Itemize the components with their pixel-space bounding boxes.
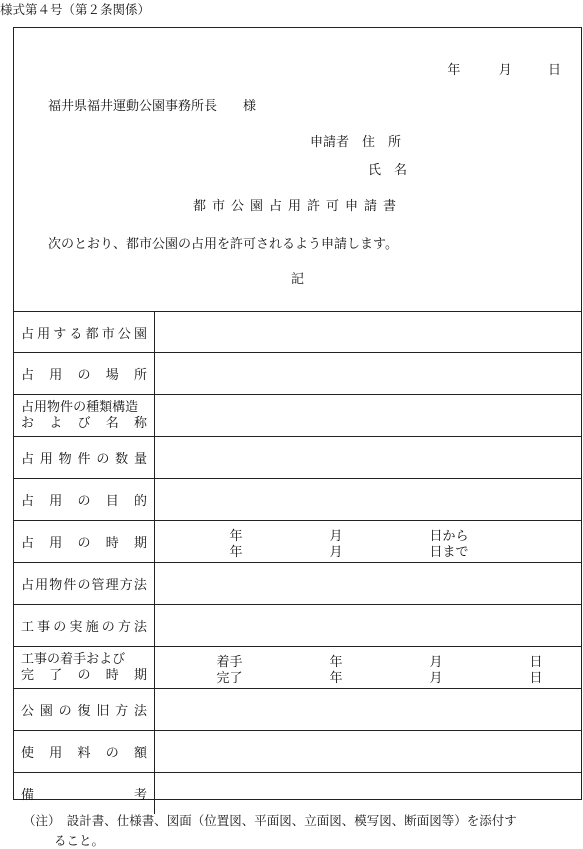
form-header	[14, 28, 581, 311]
row-value-field[interactable]	[154, 479, 581, 521]
table-row	[14, 605, 581, 647]
table-row	[14, 689, 581, 731]
row-value-field[interactable]	[154, 647, 581, 689]
row-label: 占 用 物 件 の 数 量	[14, 437, 154, 479]
row-value-field[interactable]	[154, 521, 581, 563]
table-row	[14, 353, 581, 395]
table-row	[14, 773, 581, 815]
value-year: 年	[329, 655, 343, 670]
note-line-1: （注） 設計書、仕様書、図面（位置図、平面図、立面図、模写図、断面図等）を添付す	[23, 813, 517, 828]
value-month: 月	[329, 545, 343, 560]
row-value-field[interactable]	[154, 689, 581, 731]
value-prefix: 完了	[216, 671, 243, 686]
row-value-field[interactable]	[154, 353, 581, 395]
value-year: 年	[329, 671, 343, 686]
note-line-2: ること。	[54, 833, 105, 848]
value-prefix: 着手	[216, 655, 243, 670]
table-row	[14, 647, 581, 689]
ki-heading: 記	[290, 272, 304, 287]
application-items-table	[14, 311, 581, 814]
value-month: 月	[429, 671, 443, 686]
row-label: 公 園 の 復 旧 方 法	[14, 689, 154, 731]
table-row	[14, 437, 581, 479]
row-label: 占 用 の 目 的	[14, 479, 154, 521]
value-year: 年	[229, 529, 243, 544]
row-label: 占 用 す る 都 市 公 園	[14, 312, 154, 353]
row-label: 工 事 の 実 施 の 方 法	[14, 605, 154, 647]
value-day: 日	[529, 671, 543, 686]
row-label: 占 用 物 件 の 種 類 構 造 お よ び 名 称	[14, 395, 154, 437]
date-day: 日	[547, 63, 561, 78]
table-row	[14, 563, 581, 605]
row-label: 占 用 の 場 所	[14, 353, 154, 395]
addressee: 福井県福井運動公園事務所長 様	[48, 99, 257, 114]
table-row	[14, 479, 581, 521]
value-month: 月	[429, 655, 443, 670]
table-row	[14, 521, 581, 563]
row-label: 備 考	[14, 773, 154, 815]
application-form	[13, 27, 582, 803]
intro-text: 次のとおり、都市公園の占用を許可されるよう申請します。	[48, 237, 398, 252]
value-day: 日	[529, 655, 543, 670]
applicant-name-label: 氏 名	[368, 163, 408, 178]
table-row	[14, 312, 581, 353]
value-day: 日から	[429, 529, 469, 544]
value-month: 月	[329, 529, 343, 544]
date-line	[447, 59, 561, 78]
row-value-field[interactable]	[154, 312, 581, 353]
document-title: 都市公園占用許可申請書	[192, 199, 402, 214]
row-label: 使 用 料 の 額	[14, 731, 154, 773]
value-year: 年	[229, 545, 243, 560]
table-row	[14, 395, 581, 437]
date-month: 月	[498, 63, 512, 78]
row-value-field[interactable]	[154, 437, 581, 479]
row-value-field[interactable]	[154, 395, 581, 437]
row-value-field[interactable]	[154, 605, 581, 647]
table-row	[14, 731, 581, 773]
row-label: 工 事 の 着 手 お よ び 完 了 の 時 期	[14, 647, 154, 689]
value-day: 日まで	[429, 545, 469, 560]
row-value-field[interactable]	[154, 563, 581, 605]
row-value-field[interactable]	[154, 773, 581, 815]
row-label: 占 用 物 件 の 管 理 方 法	[14, 563, 154, 605]
date-year: 年	[447, 63, 461, 78]
form-number-label: 様式第４号（第２条関係）	[0, 2, 151, 17]
applicant-address-label: 申請者 住 所	[310, 135, 402, 150]
row-label: 占 用 の 時 期	[14, 521, 154, 563]
row-value-field[interactable]	[154, 731, 581, 773]
